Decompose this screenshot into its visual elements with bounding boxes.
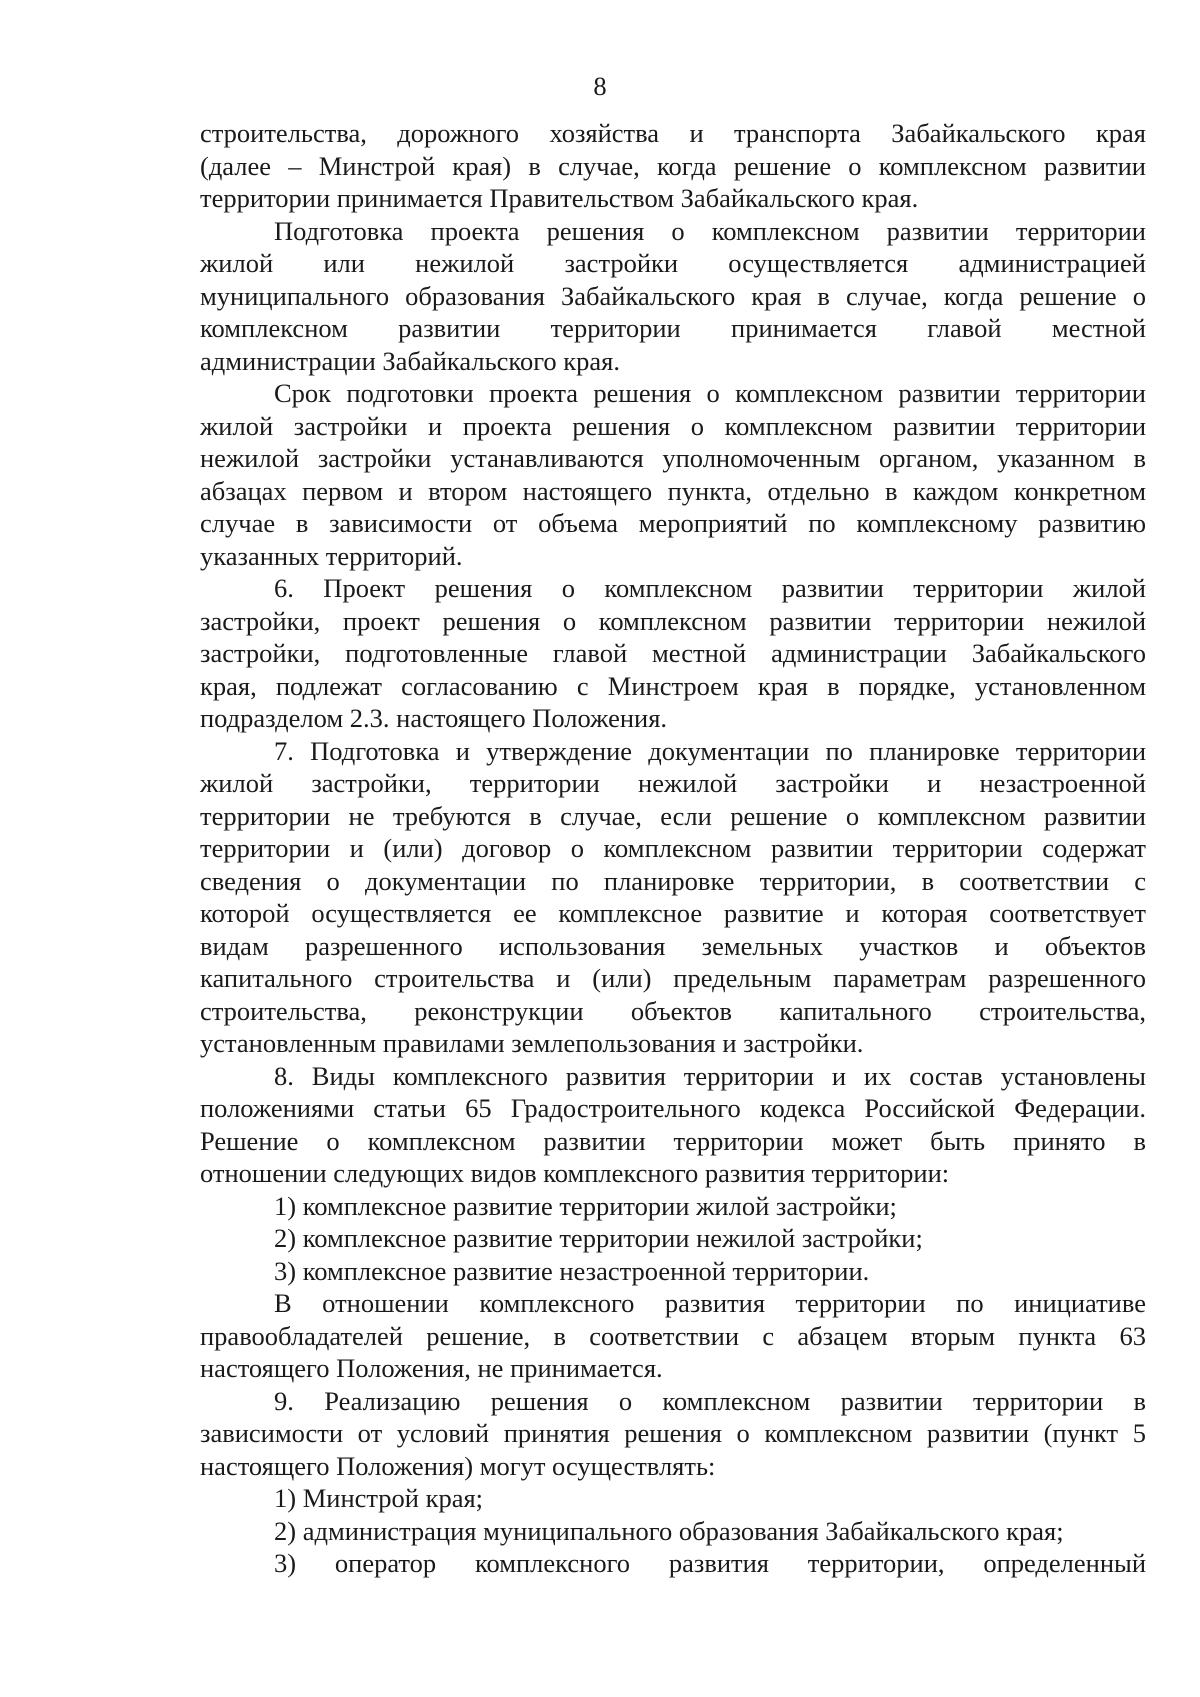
text-line: 7. Подготовка и утверждение документации по планировке территории [274,735,1146,766]
text-line: подразделом 2.3. настоящего Положения. [200,703,668,733]
text-line: территории и (или) договор о комплексном развитии территории содержат [200,833,1146,863]
page-number: 8 [593,71,607,101]
text-line: капитального строительства и (или) предельным параметрам разрешенного [200,963,1146,993]
text-line: 1) Минстрой края; [274,1483,484,1513]
text-line: 2) администрация муниципального образования Забайкальского края; [274,1515,1064,1546]
text-line: видам разрешенного использования земельных участков и объектов [200,930,1146,961]
text-line: отношении следующих видов комплексного развития территории: [200,1158,950,1188]
text-line: случае в зависимости от объема мероприятий по комплексному развитию [200,508,1146,538]
text-line: 3) комплексное развитие незастроенной территории. [274,1255,870,1286]
text-line: 6. Проект решения о комплексном развитии территории жилой [274,573,1146,603]
text-line: края, подлежат согласованию с Минстроем края в порядке, установленном [200,670,1146,701]
text-line: установленным правилами землепользования и застройки. [200,1028,864,1058]
text-line: администрации Забайкальского края. [200,345,620,376]
text-line: Подготовка проекта решения о комплексном развитии территории [274,215,1146,246]
text-line: жилой застройки и проекта решения о комплексном развитии территории [200,410,1146,441]
text-line: (далее – Минстрой края) в случае, когда решение о комплексном развитии [200,150,1146,181]
text-line: комплексном развитии территории принимается главой местной [200,313,1146,343]
text-line: жилой или нежилой застройки осуществляется администрацией [200,248,1146,278]
document-body [200,117,1146,1580]
text-line: 8. Виды комплексного развития территории и их состав установлены [274,1060,1146,1091]
text-line: настоящего Положения, не принимается. [200,1353,663,1383]
text-line: абзацах первом и втором настоящего пункта, отдельно в каждом конкретном [200,475,1146,506]
text-line: жилой застройки, территории нежилой застройки и незастроенной [200,768,1146,798]
text-line: застройки, проект решения о комплексном развитии территории нежилой [200,605,1146,636]
text-line: Срок подготовки проекта решения о комплексном развитии территории [274,378,1146,408]
text-line: муниципального образования Забайкальского края в случае, когда решение о [200,280,1146,311]
text-line: положениями статьи 65 Градостроительного кодекса Российской Федерации. [200,1093,1146,1123]
text-line: территории не требуются в случае, если решение о комплексном развитии [200,800,1146,831]
text-line: застройки, подготовленные главой местной администрации Забайкальского [200,638,1146,668]
text-line: В отношении комплексного развития территории по инициативе [274,1288,1146,1318]
text-line: нежилой застройки устанавливаются уполномоченным органом, указанном в [200,443,1146,473]
text-line: правообладателей решение, в соответствии с абзацем вторым пункта 63 [200,1320,1146,1351]
text-line: 2) комплексное развитие территории нежилой застройки; [274,1223,923,1253]
text-line: Решение о комплексном развитии территории может быть принято в [200,1125,1146,1156]
text-line: сведения о документации по планировке территории, в соответствии с [200,865,1146,896]
text-line: зависимости от условий принятия решения о комплексном развитии (пункт 5 [200,1418,1146,1448]
text-line: строительства, дорожного хозяйства и транспорта Забайкальского края [200,118,1146,148]
text-line: 3) оператор комплексного развития территории, определенный [274,1548,1146,1578]
text-line: 1) комплексное развитие территории жилой застройки; [274,1190,897,1221]
text-line: строительства, реконструкции объектов капитального строительства, [200,995,1146,1026]
text-line: которой осуществляется ее комплексное развитие и которая соответствует [200,898,1146,928]
text-line: указанных территорий. [200,540,463,571]
text-line: 9. Реализацию решения о комплексном развитии территории в [274,1385,1146,1416]
text-line: территории принимается Правительством Забайкальского края. [200,183,919,213]
text-line: настоящего Положения) могут осуществлять: [200,1450,716,1481]
